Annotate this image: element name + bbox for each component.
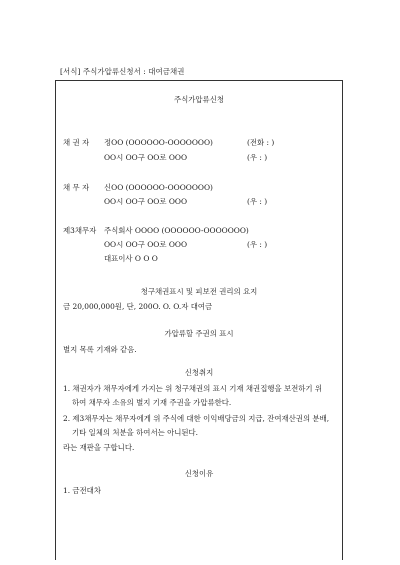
purpose-heading: 신청취지 xyxy=(184,368,214,377)
creditor-phone: (전화 : ) xyxy=(247,138,275,147)
creditor-address: OO시 OO구 OO로 OOO xyxy=(104,153,187,162)
third-party-postal: (우 : ) xyxy=(247,240,268,249)
debtor-address: OO시 OO구 OO로 OOO xyxy=(104,197,187,206)
third-party-representative: 대표이사 O O O xyxy=(104,254,158,263)
form-header: [서식] 주식가압류신청서 : 대여금채권 xyxy=(60,67,185,76)
purpose-item2-line2: 기타 일체의 처분을 하여서는 아니된다. xyxy=(72,428,198,437)
creditor-label: 채 권 자 xyxy=(63,138,90,147)
document-frame xyxy=(55,80,343,560)
debtor-label: 채 무 자 xyxy=(63,183,90,192)
creditor-postal: (우 : ) xyxy=(247,153,268,162)
third-party-label: 제3채무자 xyxy=(63,226,97,235)
debtor-name-id: 신OO (OOOOOO-OOOOOOO) xyxy=(104,183,213,192)
purpose-item2-line1: 2. 제3채무자는 채무자에게 위 주식에 대한 이익배당금의 지급, 잔여재산권의 분배, xyxy=(63,414,330,423)
reason-item1: 1. 금전대차 xyxy=(63,486,101,495)
claim-heading: 청구채권표시 및 피보전 권리의 요지 xyxy=(140,287,258,296)
document-title: 주식가압류신청 xyxy=(174,95,224,104)
purpose-item1-line1: 1. 채권자가 채무자에게 가지는 위 청구채권의 표시 기재 채권집행을 보전하기 위 xyxy=(63,384,323,393)
purpose-item1-line2: 하여 채무자 소유의 별지 기재 주권을 가압류한다. xyxy=(72,398,232,407)
debtor-postal: (우 : ) xyxy=(247,197,268,206)
third-party-name-id: 주식회사 OOOO (OOOOOO-OOOOOOO) xyxy=(104,226,249,235)
stock-heading: 가압류할 주권의 표시 xyxy=(164,329,234,338)
purpose-closing: 라는 재판을 구합니다. xyxy=(63,443,135,452)
reason-heading: 신청이유 xyxy=(184,469,214,478)
claim-body: 금 20,000,000원, 단, 200O. O. O.자 대여금 xyxy=(63,302,213,311)
creditor-name-id: 정OO (OOOOOO-OOOOOOO) xyxy=(104,138,213,147)
stock-body: 별지 목록 기재와 같음. xyxy=(63,345,137,354)
third-party-address: OO시 OO구 OO로 OOO xyxy=(104,240,187,249)
